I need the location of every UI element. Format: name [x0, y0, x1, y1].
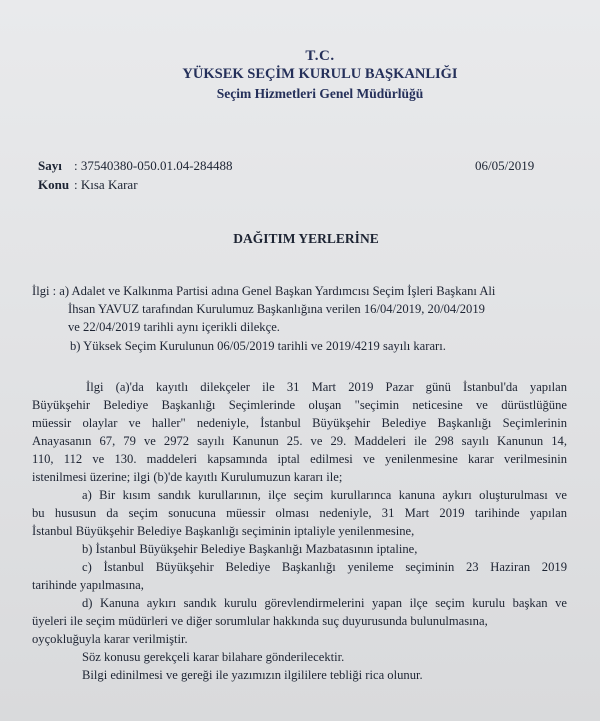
decision-item-a: a) Bir kısım sandık kurullarının, ilçe seçim kurullarınca kanuna aykırı oluşturulması ve — [82, 488, 567, 502]
closing-line: Söz konusu gerekçeli karar bilahare gönderilecektir. — [82, 650, 345, 664]
ilgi-a-line: ve 22/04/2019 tarihli aynı içerikli dilekçe. — [68, 320, 280, 334]
ilgi-a-line: İlgi : a) Adalet ve Kalkınma Partisi adına Genel Başkan Yardımcısı Seçim İşleri Başkanı Ali — [32, 284, 496, 298]
decision-item-d: d) Kanuna aykırı sandık kurulu görevlendirmelerini yapan ilçe seçim kurulu başkan ve — [82, 596, 567, 610]
decision-item-b: b) İstanbul Büyükşehir Belediye Başkanlığı Mazbatasının iptaline, — [82, 542, 418, 556]
decision-items — [32, 486, 567, 648]
decision-item-d: oyçokluğuyla karar verilmiştir. — [32, 632, 188, 646]
ilgi-b-line: b) Yüksek Seçim Kurulunun 06/05/2019 tarihli ve 2019/4219 sayılı kararı. — [70, 339, 446, 353]
decision-item-a: bu hususun da seçim sonucuna müessir olması nedeniyle, 31 Mart 2019 tarihinde yapılan — [32, 506, 567, 520]
closing-block — [32, 648, 567, 684]
closing-line: Bilgi edinilmesi ve gereği ile yazımızın ilgililere tebliği rica olunur. — [82, 668, 423, 682]
sayi-label: Sayı — [38, 158, 62, 173]
letterhead-department: Seçim Hizmetleri Genel Müdürlüğü — [216, 86, 424, 101]
sayi-value: : 37540380-050.01.04-284488 — [74, 158, 233, 173]
letterhead — [0, 48, 600, 102]
paragraph-line: İlgi (a)'da kayıtlı dilekçeler ile 31 Mart 2019 Pazar günü İstanbul'da yapılan — [86, 380, 567, 394]
decision-item-c: c) İstanbul Büyükşehir Belediye Başkanlığı yenileme seçiminin 23 Haziran 2019 — [82, 560, 567, 574]
konu-label: Konu — [38, 177, 70, 192]
letterhead-institution: YÜKSEK SEÇİM KURULU BAŞKANLIĞI — [182, 66, 458, 82]
paragraph-line: Anayasanın 67, 79 ve 2972 sayılı Kanunun 25. ve 29. Maddeleri ile 298 sayılı Kanunun 14, — [32, 434, 567, 448]
document-date: 06/05/2019 — [475, 158, 535, 173]
subject-line — [38, 177, 138, 193]
main-paragraph — [32, 378, 567, 486]
paragraph-line: istenilmesi üzerine; ilgi (b)'de kayıtlı Kurulumuzun kararı ile; — [32, 470, 343, 484]
konu-value: : Kısa Karar — [74, 177, 138, 192]
reference-number — [38, 158, 233, 174]
decision-item-a: İstanbul Büyükşehir Belediye Başkanlığı seçiminin iptaliyle yenilenmesine, — [32, 524, 415, 538]
ilgi-a-line: İhsan YAVUZ tarafından Kurulumuz Başkanlığına verilen 16/04/2019, 20/04/2019 — [68, 302, 485, 316]
paragraph-line: müessir olaylar ve haller" nedeniyle, İstanbul Büyükşehir Belediye Başkanlığı Seçimlerinin — [32, 416, 567, 430]
ilgi-block — [32, 282, 567, 355]
distribution-title: DAĞITIM YERLERİNE — [233, 231, 379, 246]
decision-item-d: üyeleri ile seçim müdürleri ve diğer sorumlular hakkında suç duyurusunda bulunulmasına, — [32, 614, 488, 628]
paragraph-line: 110, 112 ve 130. maddeleri kapsamında iptal edilmesi ve yenilenmesine karar verilmesinin — [32, 452, 567, 466]
letterhead-country: T.C. — [305, 48, 335, 64]
decision-item-c: tarihinde yapılmasına, — [32, 578, 144, 592]
paragraph-line: Büyükşehir Belediye Başkanlığı Seçimlerinde oluşan "seçimin neticesine ve dürüstlüğüne — [32, 398, 567, 412]
